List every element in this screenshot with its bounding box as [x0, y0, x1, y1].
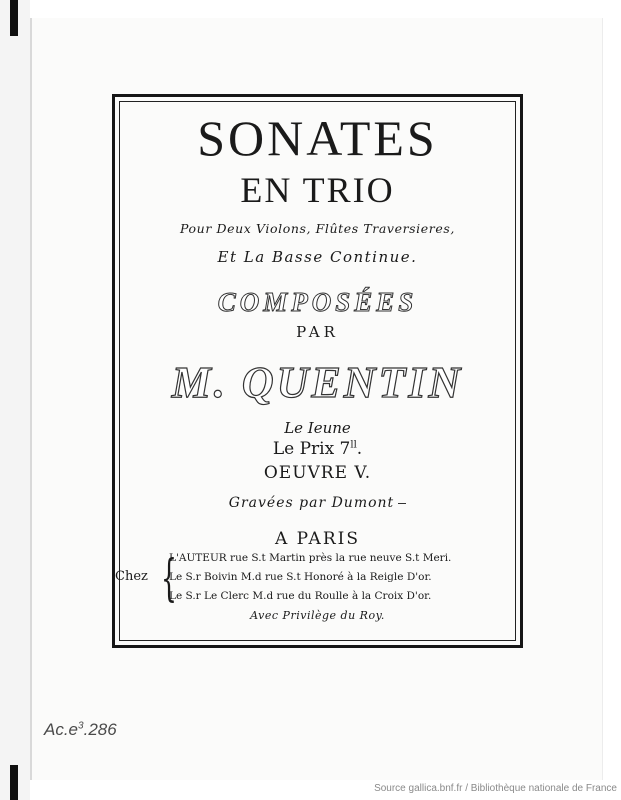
instrumentation: Pour Deux Violons, Flûtes Traversieres,: [180, 221, 455, 236]
price-suffix: .: [356, 439, 363, 459]
publication-city: A PARIS: [275, 529, 360, 549]
address-brace: {: [160, 549, 177, 607]
binding-spine-top: [10, 0, 18, 36]
engraver: [115, 495, 520, 511]
title-frame: [112, 94, 523, 648]
privilege-line: Avec Privilège du Roy.: [250, 609, 385, 622]
source-credit: Source gallica.bnf.fr / Bibliothèque nationale de France: [374, 783, 617, 794]
engraver-flourish: [398, 503, 406, 504]
price-unit: ll: [350, 439, 357, 451]
engraver-text: Gravées par Dumont: [228, 495, 395, 511]
page-edge: [0, 0, 30, 800]
price-prefix: Le Prix 7: [272, 439, 351, 459]
shelfmark-prefix: Ac.e: [44, 720, 79, 739]
par-text: PAR: [296, 323, 339, 341]
shelfmark: [44, 720, 117, 740]
address-line: Le S.r Le Clerc M.d rue du Roulle à la Croix D'or.: [169, 590, 432, 602]
continuo-line: Et La Basse Continue.: [217, 248, 418, 266]
price: [115, 439, 520, 459]
shelfmark-number: .286: [83, 720, 117, 739]
subtitle: EN TRIO: [240, 170, 395, 210]
opus-number: OEUVRE V.: [263, 463, 372, 483]
address-line: L'AUTEUR rue S.t Martin près la rue neuve S.t Meri.: [169, 552, 452, 564]
shelfmark-sup: 3: [78, 720, 84, 732]
title: SONATES: [197, 110, 438, 166]
binding-spine-bottom: [10, 765, 18, 800]
address-line: Le S.r Boivin M.d rue S.t Honoré à la Reigle D'or.: [169, 571, 432, 583]
composer-name: M. QUENTIN: [171, 358, 464, 407]
composed-heading: COMPOSÉES: [217, 287, 418, 317]
chez-label: Chez: [115, 569, 148, 584]
le-jeune: Le Ieune: [284, 419, 351, 437]
